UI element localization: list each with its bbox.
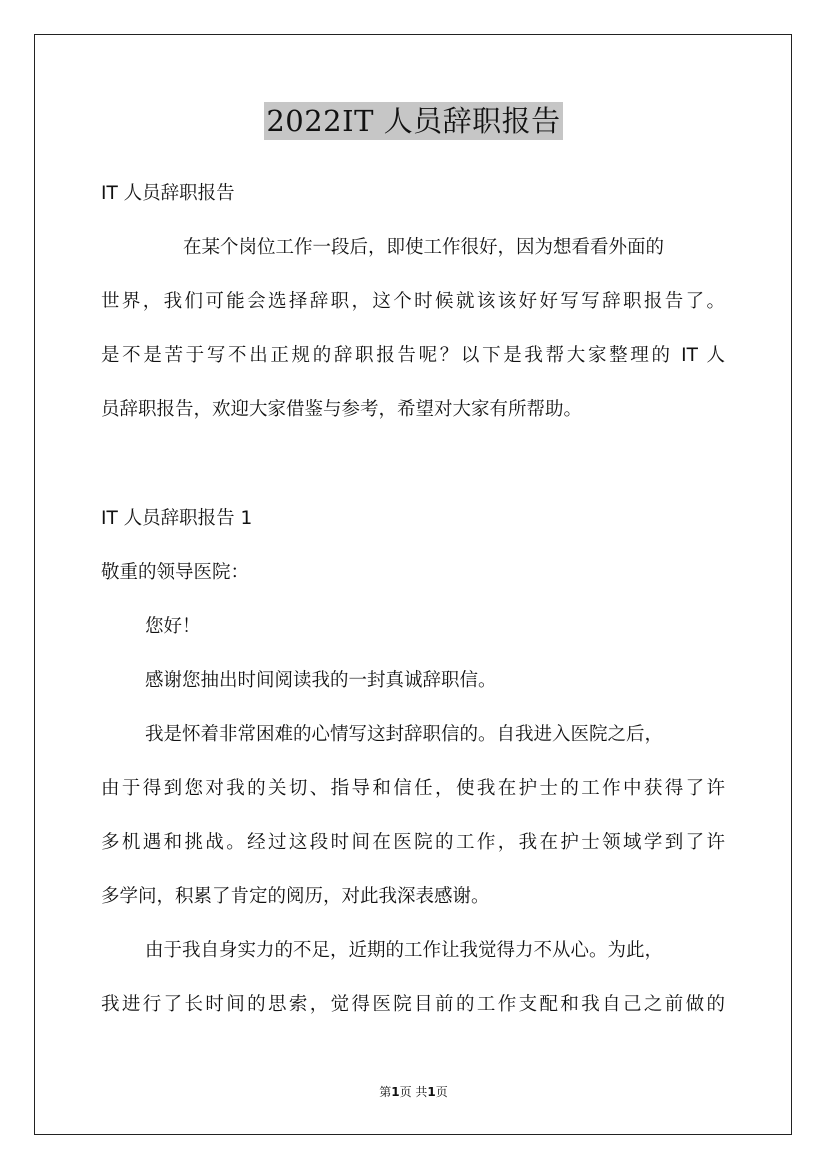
section-heading: IT 人员辞职报告 1 [101, 508, 253, 529]
body-line-7: 我进行了长时间的思索，觉得医院目前的工作支配和我自己之前做的 [101, 994, 725, 1015]
footer-page-total: 1 [427, 1085, 436, 1099]
document-title: 2022IT 人员辞职报告 [266, 104, 561, 138]
intro-line-2: 世界，我们可能会选择辞职，这个时候就该该好好写写辞职报告了。 [101, 291, 725, 312]
body-line-2: 我是怀着非常困难的心情写这封辞职信的。自我进入医院之后， [145, 724, 664, 745]
body-line-6: 由于我自身实力的不足，近期的工作让我觉得力不从心。为此， [145, 940, 664, 961]
greeting-line: 您好！ [145, 616, 201, 637]
title-container [0, 102, 827, 140]
salutation-line: 敬重的领导医院： [101, 562, 250, 583]
body-line-4: 多机遇和挑战。经过这段时间在医院的工作，我在护士领域学到了许 [101, 832, 725, 853]
intro-line-3: 是不是苦于写不出正规的辞职报告呢？以下是我帮大家整理的 IT 人 [101, 345, 725, 366]
intro-line-4: 员辞职报告，欢迎大家借鉴与参考，希望对大家有所帮助。 [101, 399, 583, 420]
body-line-1: 感谢您抽出时间阅读我的一封真诚辞职信。 [145, 670, 497, 691]
page-footer [0, 1084, 827, 1100]
footer-page-prefix: 第 [379, 1085, 392, 1099]
footer-page-mid: 页 共 [399, 1085, 428, 1099]
intro-line-1: 在某个岗位工作一段后，即使工作很好，因为想看看外面的 [183, 237, 665, 258]
body-line-5: 多学问，积累了肯定的阅历，对此我深表感谢。 [101, 886, 490, 907]
footer-page-suffix: 页 [435, 1085, 448, 1099]
footer-page-number: 1 [391, 1085, 400, 1099]
subtitle-line: IT 人员辞职报告 [101, 183, 235, 204]
body-line-3: 由于得到您对我的关切、指导和信任，使我在护士的工作中获得了许 [101, 778, 725, 799]
